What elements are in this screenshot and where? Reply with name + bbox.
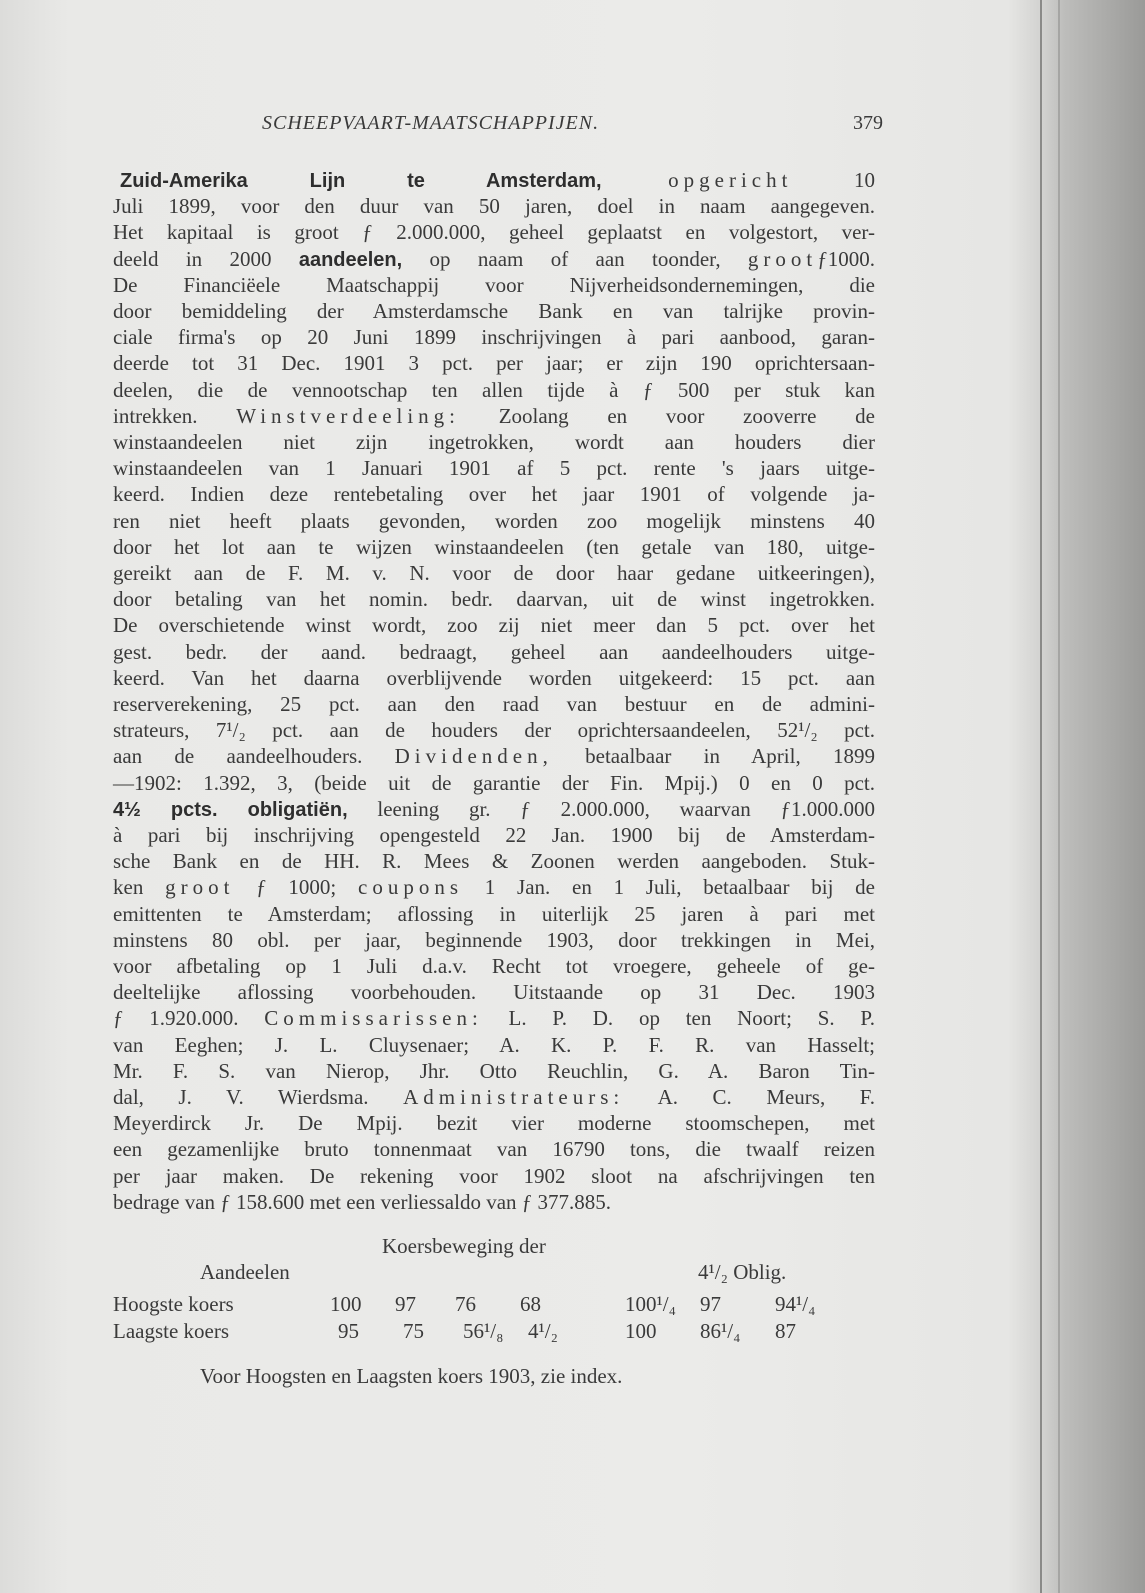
text-run: door bemiddeling der Amsterdamsche Bank en van talrijke provin- bbox=[113, 299, 875, 323]
text-line bbox=[113, 797, 875, 822]
spaced-term: groot bbox=[747, 246, 818, 271]
bond-price-cell: 86¹/₄ bbox=[700, 1319, 741, 1343]
text-line bbox=[113, 718, 875, 742]
text-line bbox=[113, 325, 875, 349]
text-run: winstaandeelen niet zijn ingetrokken, wordt aan houders dier bbox=[113, 430, 875, 454]
text-line bbox=[113, 666, 875, 690]
bold-heading: 4½ pcts. obligatiën, bbox=[113, 798, 348, 821]
text-run: door betaling van het nomin. bedr. daarvan, uit de winst ingetrokken. bbox=[113, 587, 875, 612]
text-run: ƒ 1.920.000. bbox=[113, 1006, 265, 1031]
spaced-term: groot bbox=[165, 875, 235, 900]
text-line bbox=[113, 273, 875, 297]
text-line bbox=[113, 954, 875, 978]
text-run: minstens 80 obl. per jaar, beginnende 1903, door trekkingen in Mei, bbox=[113, 927, 875, 952]
spaced-term: opgericht bbox=[601, 168, 793, 192]
text-line bbox=[113, 482, 875, 506]
text-run: ƒ1000. bbox=[817, 246, 875, 271]
spaced-term: Administrateurs: bbox=[403, 1085, 625, 1109]
bold-heading: aandeelen, bbox=[298, 248, 403, 271]
text-line bbox=[113, 640, 875, 664]
bond-price-cell: 97 bbox=[700, 1292, 721, 1316]
text-run: reserverekening, 25 pct. aan den raad van bestuur en de admini- bbox=[113, 692, 875, 716]
text-line bbox=[113, 430, 875, 454]
text-run: ren niet heeft plaats gevonden, worden zoo mogelijk minstens 40 bbox=[113, 508, 875, 533]
share-price-cell: 56¹/₈ bbox=[463, 1319, 504, 1343]
text-line bbox=[113, 404, 875, 428]
text-run: van Eeghen; J. L. Cluysenaer; A. K. P. F. R. van Hasselt; bbox=[113, 1032, 875, 1057]
text-run: een gezamenlijke bruto tonnenmaat van 16790 tons, die twaalf reizen bbox=[113, 1137, 875, 1162]
text-line bbox=[113, 194, 875, 218]
text-run: Zoolang en voor zooverre de bbox=[460, 403, 875, 428]
text-run: 10 bbox=[792, 168, 876, 192]
text-line bbox=[113, 928, 875, 952]
text-line bbox=[113, 378, 875, 402]
text-line bbox=[113, 456, 875, 480]
text-line bbox=[113, 247, 875, 272]
text-line bbox=[113, 1190, 875, 1214]
page-number: 379 bbox=[853, 112, 883, 134]
text-run: Meyerdirck Jr. De Mpij. bezit vier moderne stoomschepen, met bbox=[113, 1111, 875, 1136]
text-run: aan de aandeelhouders. bbox=[113, 744, 395, 769]
bond-price-cell: 100¹/₄ bbox=[625, 1292, 676, 1316]
text-run: De overschietende winst wordt, zoo zij niet meer dan 5 pct. over het bbox=[113, 613, 875, 638]
text-run: L. P. D. op ten Noort; S. P. bbox=[482, 1006, 876, 1031]
text-run: keerd. Van het daarna overblijvende worden uitgekeerd: 15 pct. aan bbox=[113, 665, 875, 690]
text-run: gest. bedr. der aand. bedraagt, geheel aan aandeelhouders uitge- bbox=[113, 639, 875, 664]
text-run: —1902: 1.392, 3, (beide uit de garantie der Fin. Mpij.) 0 en 0 pct. bbox=[113, 770, 875, 795]
row-label: Hoogste koers bbox=[113, 1292, 234, 1316]
text-run: à pari bij inschrijving opengesteld 22 Jan. 1900 bij de Amsterdam- bbox=[113, 823, 875, 847]
text-line bbox=[113, 823, 875, 847]
text-run: deeld in 2000 bbox=[113, 246, 299, 271]
share-price-cell: 4¹/₂ bbox=[528, 1319, 558, 1343]
bond-price-cell: 94¹/₄ bbox=[775, 1292, 816, 1316]
text-line bbox=[113, 1137, 875, 1161]
text-line bbox=[113, 561, 875, 585]
text-line bbox=[113, 849, 875, 873]
text-line bbox=[113, 692, 875, 716]
text-line bbox=[113, 1085, 875, 1109]
spaced-term: Dividenden, bbox=[394, 744, 553, 769]
text-run: ken bbox=[113, 875, 166, 900]
text-run: deeltelijke aflossing voorbehouden. Uitstaande op 31 Dec. 1903 bbox=[113, 980, 875, 1005]
text-run: deelen, die de vennootschap ten allen tijde à ƒ 500 per stuk kan bbox=[113, 377, 875, 402]
text-line bbox=[113, 980, 875, 1004]
text-line bbox=[113, 902, 875, 926]
group-header-bonds: 4¹/₂ Oblig. bbox=[698, 1260, 787, 1284]
text-run: per jaar maken. De rekening voor 1902 sloot na afschrijvingen ten bbox=[113, 1163, 875, 1188]
bond-price-cell: 100 bbox=[625, 1319, 657, 1343]
share-price-cell: 76 bbox=[455, 1292, 476, 1316]
spaced-term: Winstverdeeling: bbox=[236, 403, 461, 428]
table-footnote: Voor Hoogsten en Laagsten koers 1903, zie index. bbox=[200, 1364, 623, 1388]
text-line bbox=[113, 771, 875, 795]
page-edge bbox=[1058, 0, 1060, 1593]
table-title: Koersbeweging der bbox=[382, 1234, 546, 1258]
share-price-cell: 75 bbox=[403, 1319, 424, 1343]
text-run: ciale firma's op 20 Juni 1899 inschrijvingen à pari aanbood, garan- bbox=[113, 325, 875, 350]
running-title: SCHEEPVAART-MAATSCHAPPIJEN. bbox=[262, 112, 600, 134]
text-run: A. C. Meurs, F. bbox=[624, 1085, 875, 1109]
group-header-shares: Aandeelen bbox=[200, 1260, 290, 1284]
text-run: 1 Jan. en 1 Juli, betaalbaar bij de bbox=[463, 875, 875, 900]
text-run: Het kapitaal is groot ƒ 2.000.000, geheel geplaatst en volgestort, ver- bbox=[113, 220, 875, 245]
text-run: winstaandeelen van 1 Januari 1901 af 5 pct. rente 's jaars uitge- bbox=[113, 456, 875, 481]
text-line bbox=[113, 1164, 875, 1188]
text-run: leening gr. ƒ 2.000.000, waarvan ƒ1.000.000 bbox=[347, 796, 875, 821]
text-line bbox=[113, 1006, 875, 1030]
text-run: sche Bank en de HH. R. Mees & Zoonen werden aangeboden. Stuk- bbox=[113, 849, 875, 874]
text-line bbox=[113, 535, 875, 559]
share-price-cell: 97 bbox=[395, 1292, 416, 1316]
text-run: dal, J. V. Wierdsma. bbox=[113, 1085, 404, 1109]
text-run: betaalbaar in April, 1899 bbox=[552, 744, 875, 769]
text-run: Juli 1899, voor den duur van 50 jaren, doel in naam aangegeven. bbox=[113, 194, 875, 219]
text-run: voor afbetaling op 1 Juli d.a.v. Recht tot vroegere, geheele of ge- bbox=[113, 954, 875, 978]
bold-heading: Zuid-Amerika Lijn te Amsterdam, bbox=[120, 170, 602, 192]
text-line bbox=[113, 220, 875, 244]
text-line bbox=[113, 1111, 875, 1135]
text-run: gereikt aan de F. M. v. N. voor de door haar gedane uitkeeringen), bbox=[113, 561, 875, 585]
text-run: door het lot aan te wijzen winstaandeelen (ten getale van 180, uitge- bbox=[113, 534, 875, 559]
bond-price-cell: 87 bbox=[775, 1319, 796, 1343]
text-line bbox=[113, 299, 875, 323]
text-line bbox=[113, 1033, 875, 1057]
spaced-term: Commissarissen: bbox=[264, 1006, 483, 1031]
text-run: emittenten te Amsterdam; aflossing in uiterlijk 25 jaren à pari met bbox=[113, 901, 875, 926]
text-line bbox=[113, 613, 875, 637]
share-price-cell: 95 bbox=[338, 1319, 359, 1343]
text-run: strateurs, 7¹/₂ pct. aan de houders der oprichtersaandeelen, 52¹/₂ pct. bbox=[113, 718, 875, 743]
text-run: intrekken. bbox=[113, 403, 237, 428]
text-run: ƒ 1000; bbox=[234, 875, 359, 900]
text-run: deerde tot 31 Dec. 1901 3 pct. per jaar; er zijn 190 oprichtersaan- bbox=[113, 351, 875, 376]
text-line bbox=[113, 587, 875, 611]
text-line bbox=[113, 1059, 875, 1083]
text-run: bedrage van ƒ 158.600 met een verliessaldo van ƒ 377.885. bbox=[113, 1189, 612, 1214]
text-line bbox=[113, 744, 875, 768]
text-line bbox=[113, 509, 875, 533]
page-edge bbox=[1040, 0, 1042, 1593]
text-line bbox=[113, 351, 875, 375]
text-run: op naam of aan toonder, bbox=[402, 246, 748, 271]
share-price-cell: 68 bbox=[520, 1292, 541, 1316]
share-price-cell: 100 bbox=[330, 1292, 362, 1316]
text-run: De Financiëele Maatschappij voor Nijverheidsondernemingen, die bbox=[113, 272, 875, 297]
text-run: Mr. F. S. van Nierop, Jhr. Otto Reuchlin, G. A. Baron Tin- bbox=[113, 1058, 875, 1083]
text-line bbox=[113, 875, 875, 899]
text-run: keerd. Indien deze rentebetaling over het jaar 1901 of volgende ja- bbox=[113, 482, 875, 507]
spaced-term: coupons bbox=[358, 875, 464, 900]
row-label: Laagste koers bbox=[113, 1319, 230, 1343]
text-line bbox=[120, 168, 875, 193]
